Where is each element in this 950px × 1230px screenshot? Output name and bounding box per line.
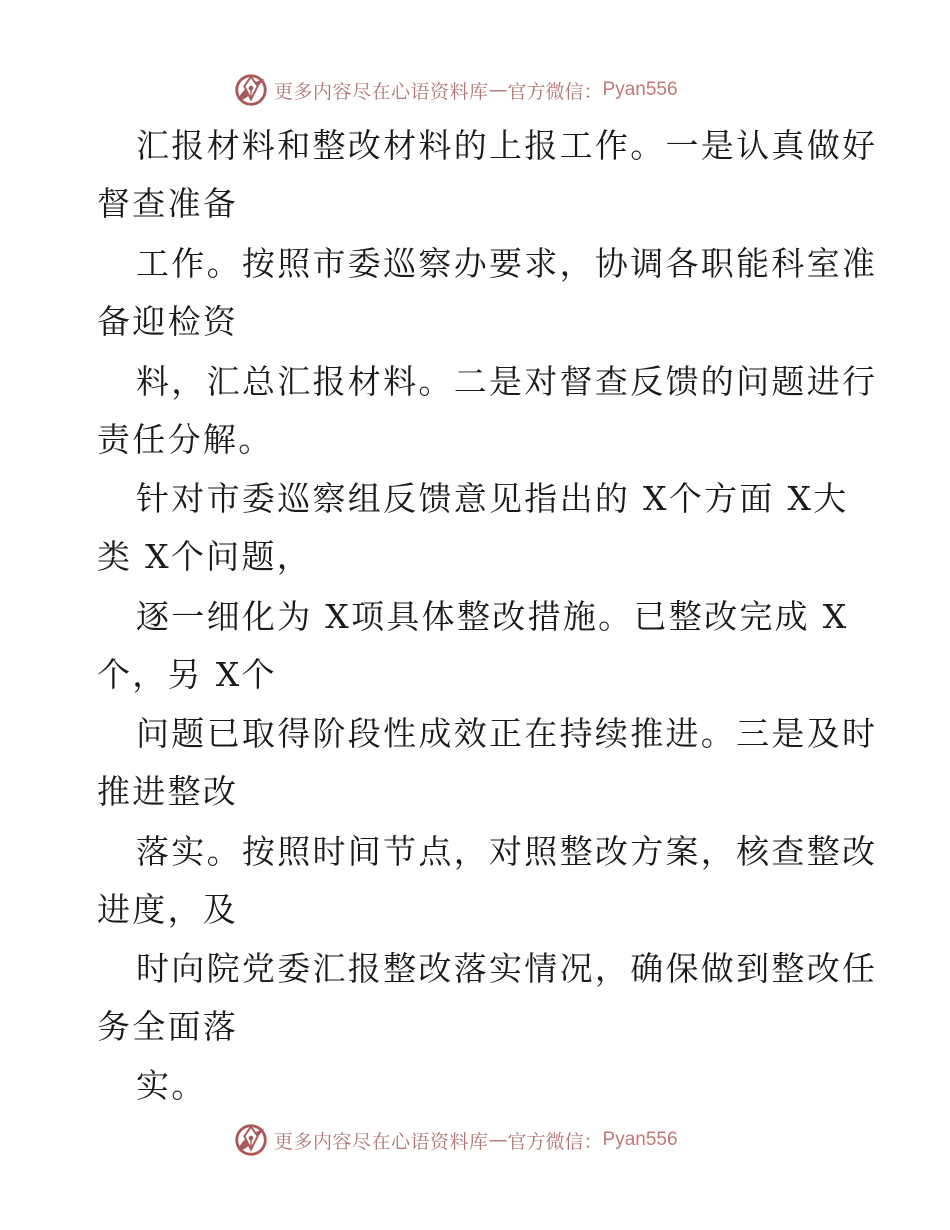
banner-wechat-handle: Pyan556 bbox=[602, 79, 678, 100]
footer-banner bbox=[232, 1120, 678, 1160]
body-line: 落实。按照时间节点，对照整改方案，核查整改 bbox=[136, 832, 878, 871]
body-line: 务全面落 bbox=[97, 1007, 239, 1046]
header-banner bbox=[232, 70, 678, 110]
body-line: 工作。按照市委巡察办要求，协调各职能科室准 bbox=[136, 244, 878, 283]
body-line: 汇报材料和整改材料的上报工作。一是认真做好 bbox=[136, 126, 878, 165]
banner-separator: — bbox=[488, 1129, 508, 1151]
body-line: 类 X个问题， bbox=[97, 537, 313, 576]
body-line: 备迎检资 bbox=[97, 302, 239, 341]
body-line: 个，另 X个 bbox=[97, 655, 277, 694]
body-line: 实。 bbox=[136, 1066, 207, 1105]
pen-nib-logo-icon bbox=[232, 1121, 270, 1159]
body-line: 推进整改 bbox=[97, 772, 239, 811]
banner-wechat-label: 官方微信： bbox=[507, 1130, 603, 1153]
body-line: 进度，及 bbox=[97, 890, 239, 929]
banner-site-text: 更多内容尽在心语资料库 bbox=[274, 80, 489, 103]
body-line: 料，汇总汇报材料。二是对督查反馈的问题进行 bbox=[136, 362, 878, 401]
body-line: 时向院党委汇报整改落实情况，确保做到整改任 bbox=[136, 949, 878, 988]
banner-site-text: 更多内容尽在心语资料库 bbox=[274, 1130, 489, 1153]
body-line: 逐一细化为 X项具体整改措施。已整改完成 X bbox=[136, 597, 849, 636]
pen-nib-logo-icon bbox=[232, 71, 270, 109]
body-line: 责任分解。 bbox=[97, 420, 274, 459]
banner-separator: — bbox=[488, 79, 508, 101]
banner-wechat-label: 官方微信： bbox=[507, 80, 603, 103]
banner-wechat-handle: Pyan556 bbox=[602, 1129, 678, 1150]
body-line: 问题已取得阶段性成效正在持续推进。三是及时 bbox=[136, 714, 878, 753]
body-line: 督查准备 bbox=[97, 184, 239, 223]
body-line: 针对市委巡察组反馈意见指出的 X个方面 X大 bbox=[136, 479, 849, 518]
